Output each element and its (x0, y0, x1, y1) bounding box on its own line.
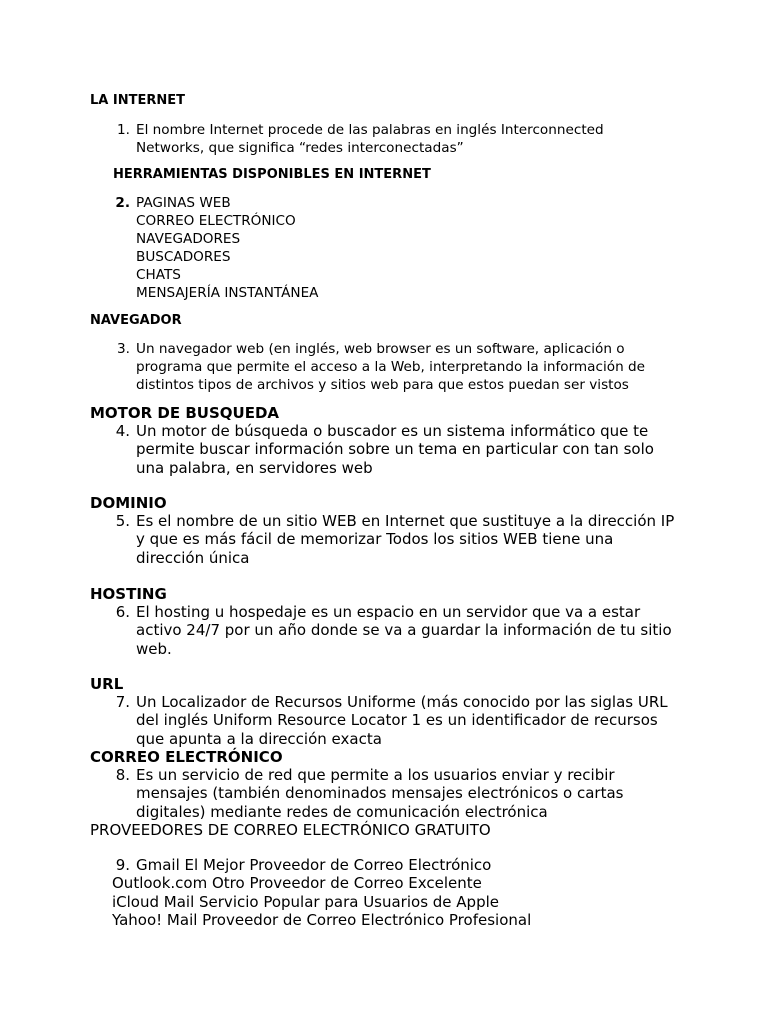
heading-url: URL (90, 675, 124, 693)
list-number: 8. (115, 766, 130, 784)
tool-item: NAVEGADORES (136, 231, 241, 247)
tool-item: BUSCADORES (136, 249, 231, 265)
heading-motor-de-busqueda: MOTOR DE BUSQUEDA (90, 404, 280, 422)
provider-item: iCloud Mail Servicio Popular para Usuarios de Apple (112, 892, 499, 911)
text-line: Es un servicio de red que permite a los usuarios enviar y recibir (136, 766, 615, 784)
text-line: mensajes (también denominados mensajes electrónicos o cartas (136, 784, 624, 803)
tool-item: CHATS (136, 267, 181, 283)
tool-item: PAGINAS WEB (136, 195, 231, 211)
heading-navegador: NAVEGADOR (90, 313, 182, 328)
text-line: permite buscar información sobre un tema en particular con tan solo (136, 440, 654, 459)
list-number: 9. (115, 856, 130, 874)
tool-item: CORREO ELECTRÓNICO (136, 213, 296, 229)
list-number: 1. (117, 122, 130, 138)
list-number: 2. (115, 195, 130, 211)
heading-correo-electronico: CORREO ELECTRÓNICO (90, 748, 283, 766)
provider-item: Gmail El Mejor Proveedor de Correo Electrónico (136, 856, 492, 874)
list-number: 4. (115, 422, 130, 440)
text-line: Un Localizador de Recursos Uniforme (más conocido por las siglas URL (136, 693, 668, 711)
provider-item: Outlook.com Otro Proveedor de Correo Excelente (112, 874, 482, 893)
heading-proveedores: PROVEEDORES DE CORREO ELECTRÓNICO GRATUITO (90, 821, 491, 839)
text-line: Un navegador web (en inglés, web browser es un software, aplicación o (136, 341, 625, 357)
heading-dominio: DOMINIO (90, 494, 167, 512)
text-line: distintos tipos de archivos y sitios web para que estos puedan ser vistos (136, 377, 629, 393)
text-line: activo 24/7 por un año donde se va a guardar la información de tu sitio (136, 621, 672, 640)
heading-herramientas: HERRAMIENTAS DISPONIBLES EN INTERNET (113, 167, 431, 182)
text-line: El nombre Internet procede de las palabras en inglés Interconnected (136, 122, 604, 138)
text-line: programa que permite el acceso a la Web, interpretando la información de (136, 359, 646, 375)
list-item-9 (112, 856, 531, 929)
text-line: que apunta a la dirección exacta (136, 729, 382, 748)
text-line: Un motor de búsqueda o buscador es un sistema informático que te (136, 422, 649, 440)
heading-la-internet: LA INTERNET (90, 93, 185, 108)
text-line: dirección única (136, 548, 250, 567)
list-number: 6. (115, 603, 130, 621)
list-number: 3. (117, 341, 130, 357)
text-line: digitales) mediante redes de comunicación electrónica (136, 802, 548, 821)
text-line: y que es más fácil de memorizar Todos los sitios WEB tiene una (136, 530, 614, 549)
text-line: del inglés Uniform Resource Locator 1 es un identificador de recursos (136, 711, 658, 730)
heading-hosting: HOSTING (90, 585, 167, 603)
text-line: Es el nombre de un sitio WEB en Internet que sustituye a la dirección IP (136, 512, 675, 530)
text-line: El hosting u hospedaje es un espacio en un servidor que va a estar (136, 603, 641, 621)
text-line: una palabra, en servidores web (136, 458, 373, 477)
text-line: Networks, que significa “redes interconectadas” (136, 140, 464, 156)
provider-item: Yahoo! Mail Proveedor de Correo Electrónico Profesional (112, 910, 532, 929)
text-line: web. (136, 639, 172, 658)
tool-item: MENSAJERÍA INSTANTÁNEA (136, 285, 319, 301)
list-number: 7. (115, 693, 130, 711)
list-number: 5. (115, 512, 130, 530)
